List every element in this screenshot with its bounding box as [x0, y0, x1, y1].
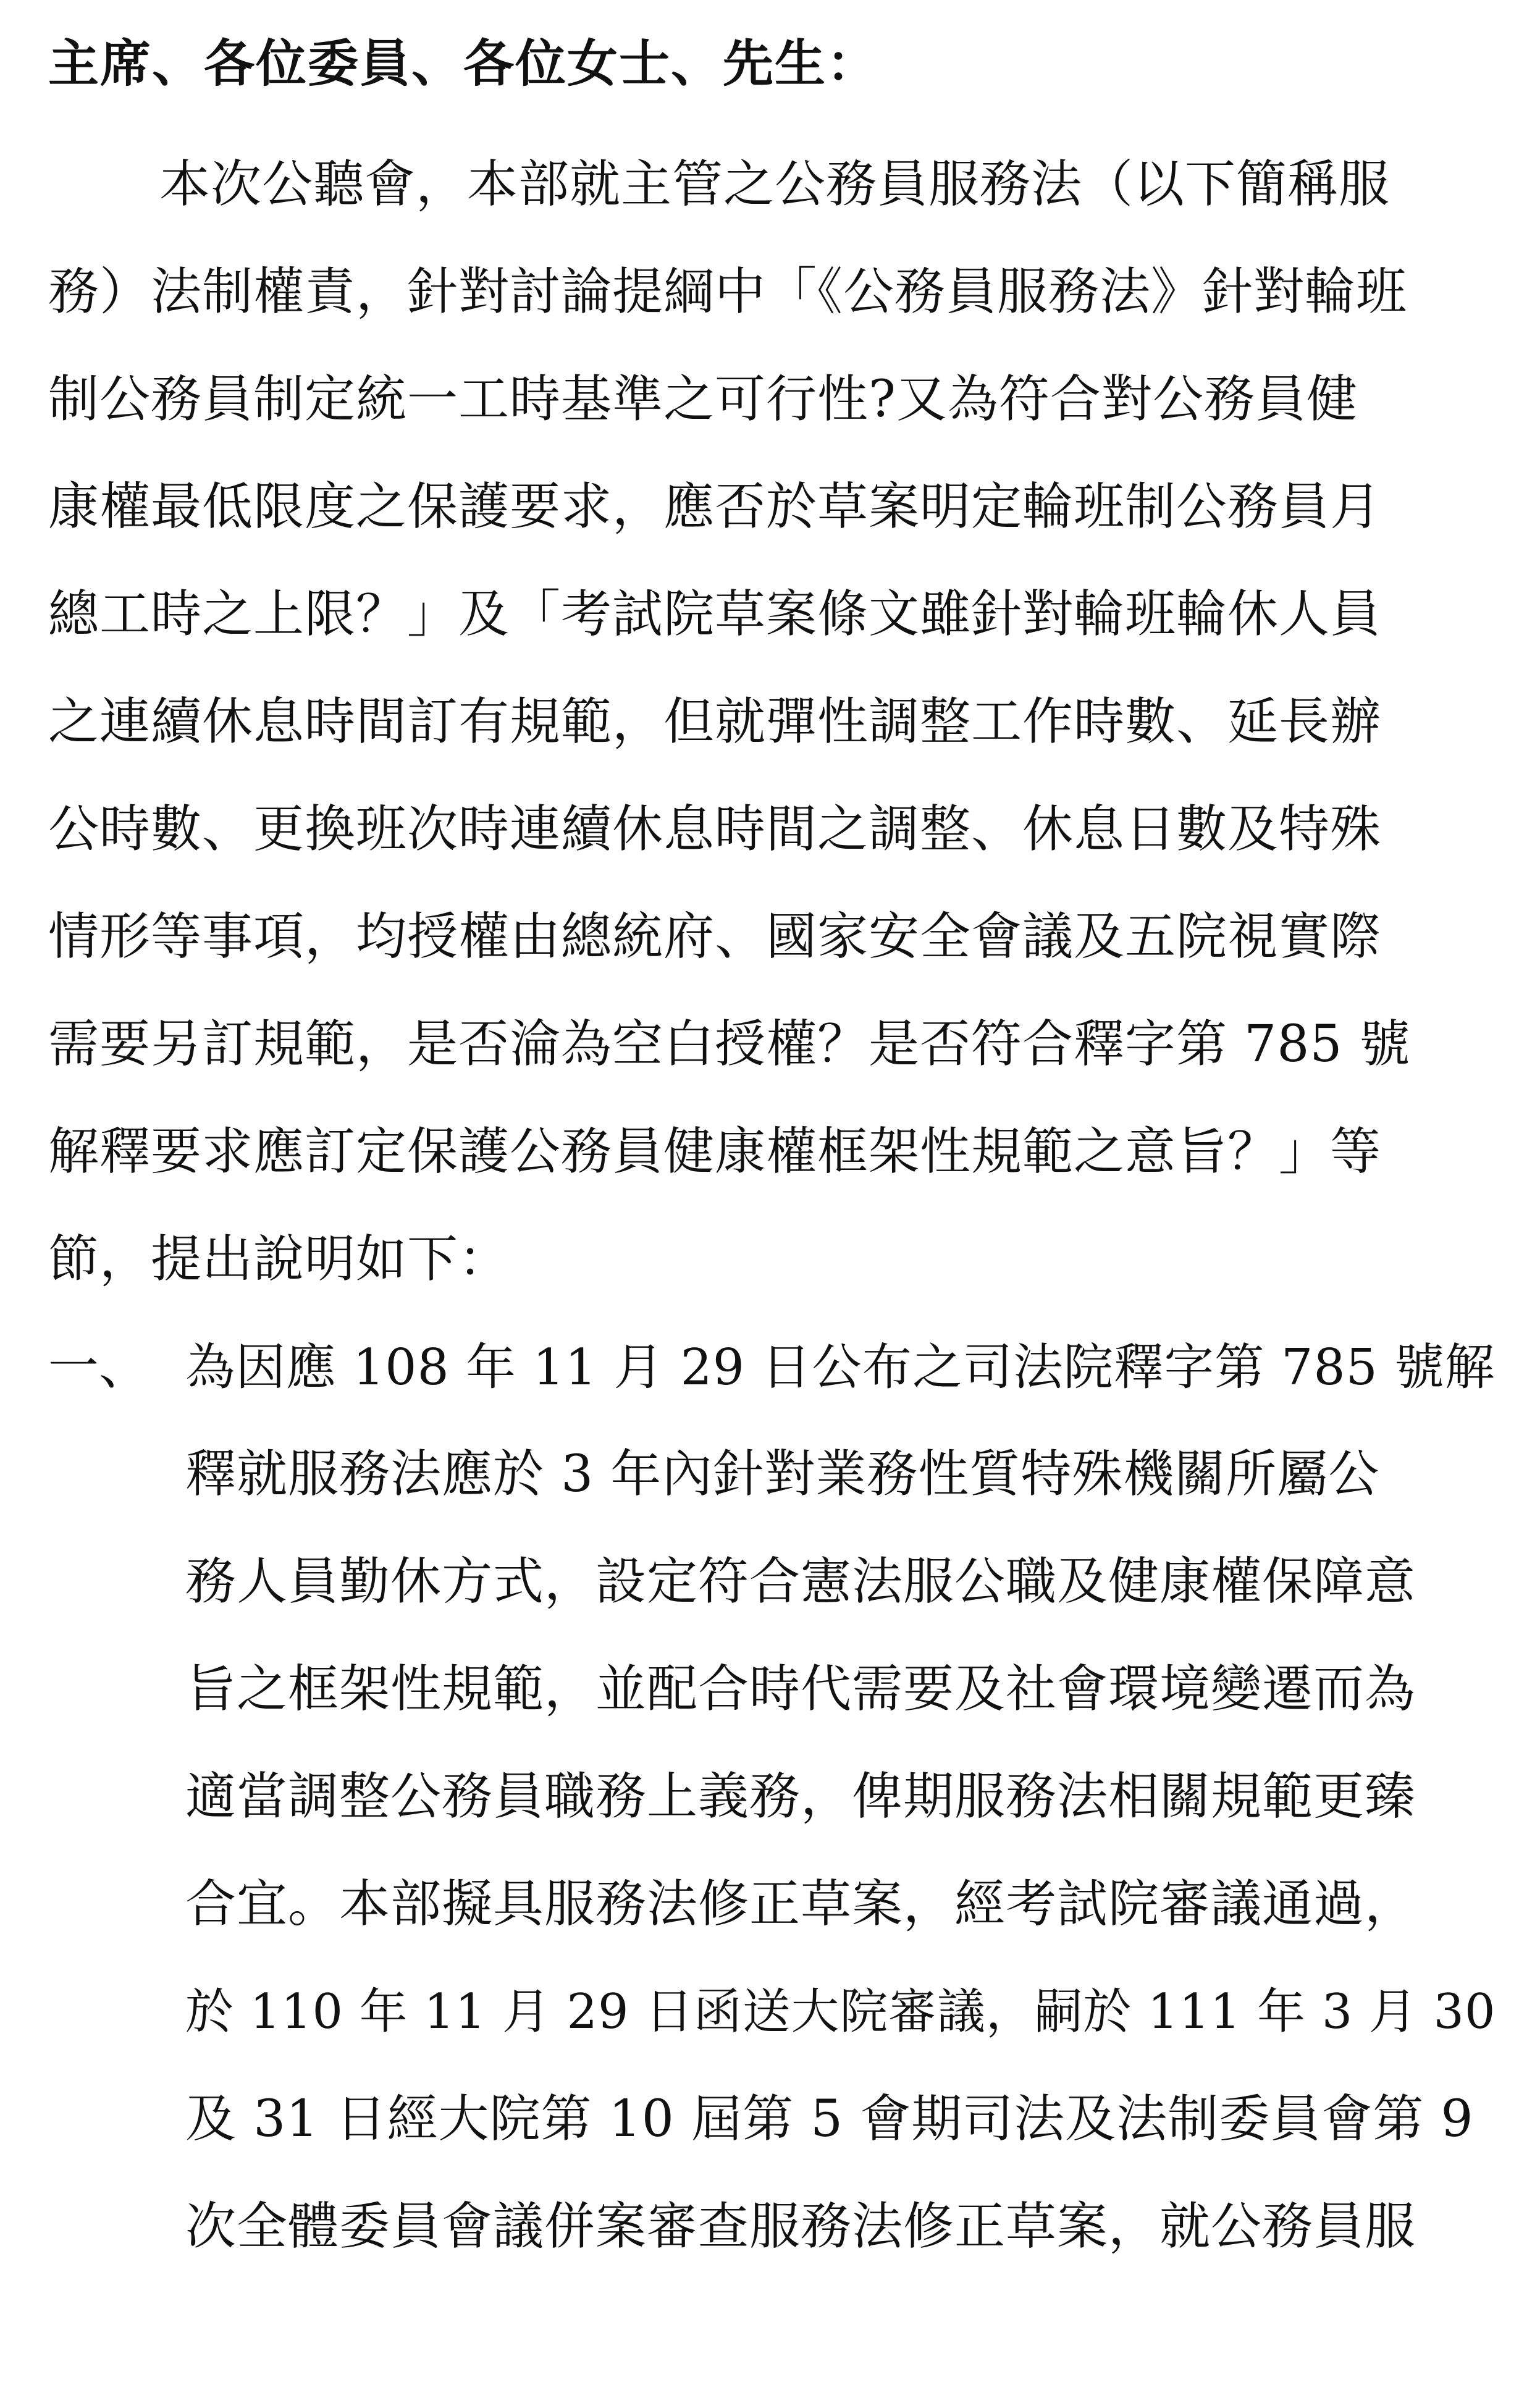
item-1-line-4: 旨之框架性規範，並配合時代需要及社會環境變遷而為 [185, 1660, 1416, 1718]
intro-line-7: 公時數、更換班次時連續休息時間之調整、休息日數及特殊 [48, 800, 1382, 859]
intro-line-8: 情形等事項，均授權由總統府、國家安全會議及五院視實際 [48, 907, 1382, 966]
item-1-marker: 一、 [48, 1337, 150, 1396]
intro-line-5: 總工時之上限？」及「考試院草案條文雖針對輪班輪休人員 [48, 585, 1382, 644]
item-1-line-6: 合宜。本部擬具服務法修正草案，經考試院審議通過， [185, 1875, 1416, 1933]
intro-line-1: 本次公聽會，本部就主管之公務員服務法（以下簡稱服 [159, 155, 1391, 214]
intro-line-3: 制公務員制定統一工時基準之可行性?又為符合對公務員健 [48, 370, 1358, 429]
intro-line-6: 之連續休息時間訂有規範，但就彈性調整工作時數、延長辦 [48, 692, 1382, 751]
item-1-line-8: 及 31 日經大院第 10 屆第 5 會期司法及法制委員會第 9 [185, 2090, 1474, 2148]
intro-line-9: 需要另訂規範，是否淪為空白授權？是否符合釋字第 785 號 [48, 1015, 1411, 1074]
intro-line-10: 解釋要求應訂定保護公務員健康權框架性規範之意旨？」等 [48, 1122, 1382, 1181]
item-1-line-1: 為因應 108 年 11 月 29 日公布之司法院釋字第 785 號解 [185, 1338, 1496, 1396]
intro-line-2: 務）法制權責，針對討論提綱中「《公務員服務法》針對輪班 [48, 263, 1408, 321]
salutation: 主席、各位委員、各位女士、先生： [48, 34, 879, 93]
item-1-line-2: 釋就服務法應於 3 年內針對業務性質特殊機關所屬公 [185, 1445, 1380, 1504]
intro-line-11: 節，提出說明如下： [48, 1230, 510, 1289]
item-1-line-7: 於 110 年 11 月 29 日函送大院審議，嗣於 111 年 3 月 30 [185, 1984, 1496, 2040]
intro-line-4: 康權最低限度之保護要求，應否於草案明定輪班制公務員月 [48, 477, 1382, 536]
item-1-line-5: 適當調整公務員職務上義務，俾期服務法相關規範更臻 [185, 1767, 1416, 1826]
item-1-line-9: 次全體委員會議併案審查服務法修正草案，就公務員服 [185, 2197, 1416, 2256]
item-1-line-3: 務人員勤休方式，設定符合憲法服公職及健康權保障意 [185, 1552, 1416, 1611]
